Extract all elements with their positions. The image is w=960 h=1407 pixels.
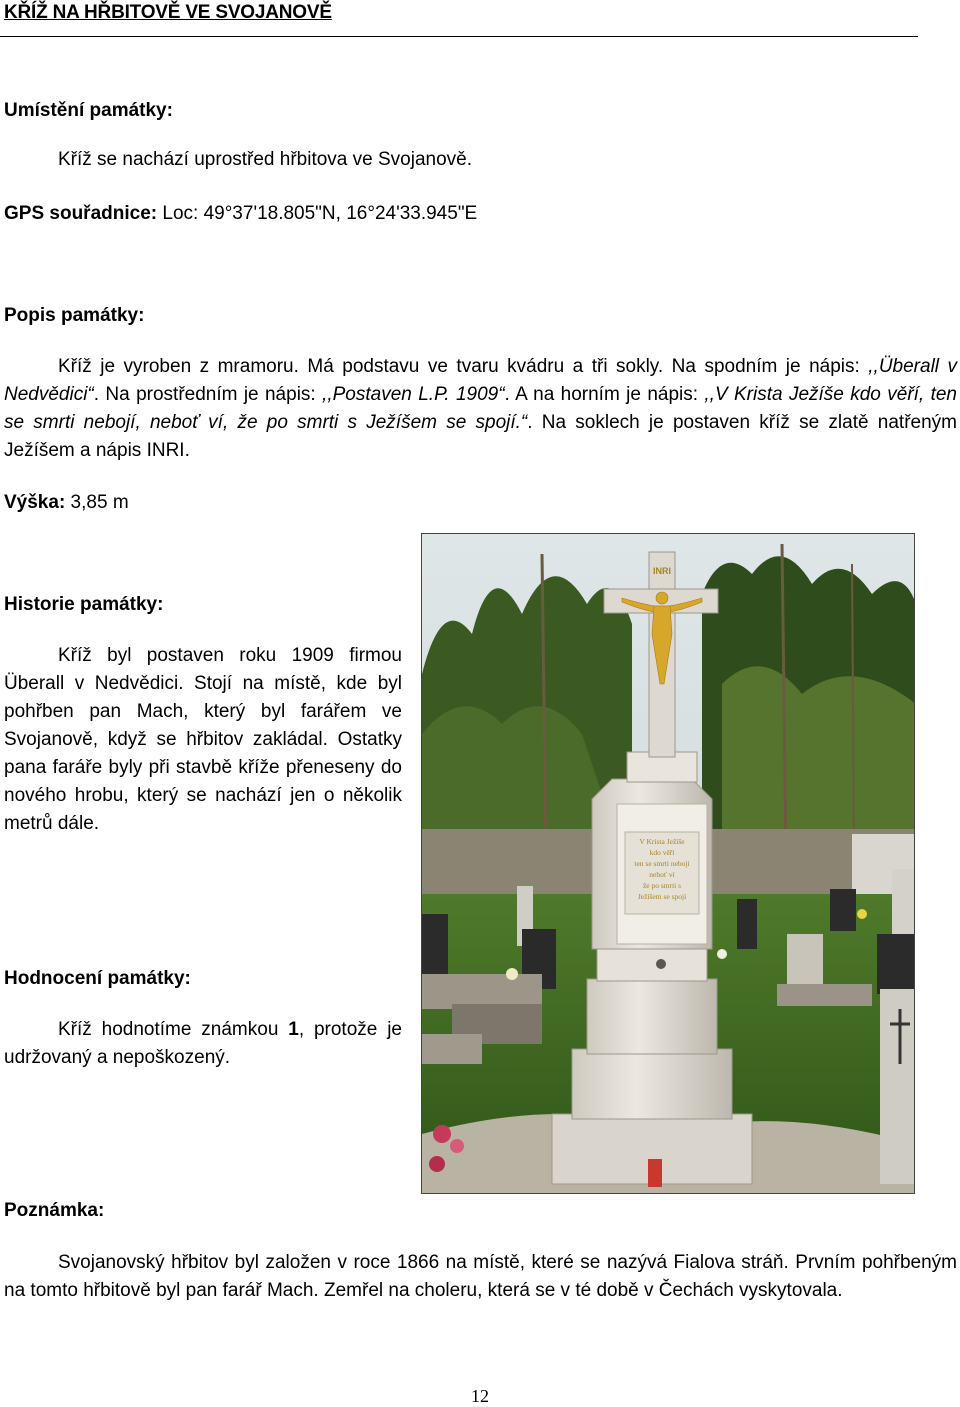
gps-value: Loc: 49°37'18.805"N, 16°24'33.945"E (157, 203, 478, 224)
height-label: Výška: (4, 492, 66, 513)
height-value: 3,85 m (65, 492, 129, 513)
cross-photo (421, 533, 915, 1194)
description-part-1: Kříž je vyroben z mramoru. Má podstavu ve tvaru kvádru a tři sokly. Na spodním je nápis: (58, 356, 869, 377)
description-heading: Popis památky: (4, 305, 145, 326)
cross-photo-illustration (422, 534, 915, 1194)
location-heading: Umístění památky: (4, 100, 173, 121)
inri-plaque: INRI (653, 566, 671, 576)
page-title: KŘÍŽ NA HŘBITOVĚ VE SVOJANOVĚ (4, 2, 332, 23)
inscription-line-2: kdo věří (649, 848, 675, 857)
history-heading: Historie památky: (4, 594, 164, 615)
description-quote-1: ,,Überall v Nedvědici“ (4, 356, 958, 405)
page-number: 12 (471, 1386, 489, 1406)
location-text: Kříž se nachází uprostřed hřbitova ve Svojanově. (58, 149, 473, 170)
description-part-3: . A na horním je nápis: (504, 384, 705, 405)
history-text: Kříž byl postaven roku 1909 firmou Überall v Nedvědici. Stojí na místě, kde byl pohřben pan Mach, který byl farářem ve Svojanově, když se hřbitov zakládal. Ostatky pana faráře byly při stavbě kříže přeneseny do nového hrobu, který se nachází jen o několik metrů dále. (4, 645, 402, 834)
inscription-line-1: V Krista Ježíše (639, 837, 685, 846)
height-line (4, 489, 129, 517)
note-text: Svojanovský hřbitov byl založen v roce 1866 na místě, které se nazývá Fialova stráň. Prvním pohřbeným na tomto hřbitově byl pan farář Mach. Zemřel na choleru, která se v té době v Čechách vyskytovala. (4, 1252, 957, 1301)
description-text (4, 353, 957, 465)
gps-line (4, 200, 477, 228)
description-quote-3: ,,V Krista Ježíše kdo věří, ten se smrti nebojí, neboť ví, že po smrti s Ježíšem se spojí.“ (4, 384, 957, 433)
inscription-line-4: neboť ví (649, 870, 675, 879)
description-part-2: . Na prostředním je nápis: (93, 384, 323, 405)
rating-pre: Kříž hodnotíme známkou (58, 1019, 289, 1040)
note-heading: Poznámka: (4, 1200, 105, 1221)
rating-heading: Hodnocení památky: (4, 968, 191, 989)
description-quote-2: ,,Postaven L.P. 1909“ (322, 384, 505, 405)
title-underline-rule (0, 36, 918, 37)
rating-grade: 1 (288, 1019, 299, 1040)
inscription-line-6: Ježíšem se spojí (637, 892, 687, 901)
rating-text (4, 1016, 402, 1072)
inscription-line-3: ten se smrti nebojí (634, 859, 690, 868)
description-part-4: . Na soklech je postaven kříž se zlatě natřeným Ježíšem a nápis INRI. (4, 412, 957, 461)
inscription-line-5: že po smrti s (642, 881, 682, 890)
gps-label: GPS souřadnice: (4, 203, 158, 224)
rating-post: , protože je udržovaný a nepoškozený. (4, 1019, 402, 1068)
